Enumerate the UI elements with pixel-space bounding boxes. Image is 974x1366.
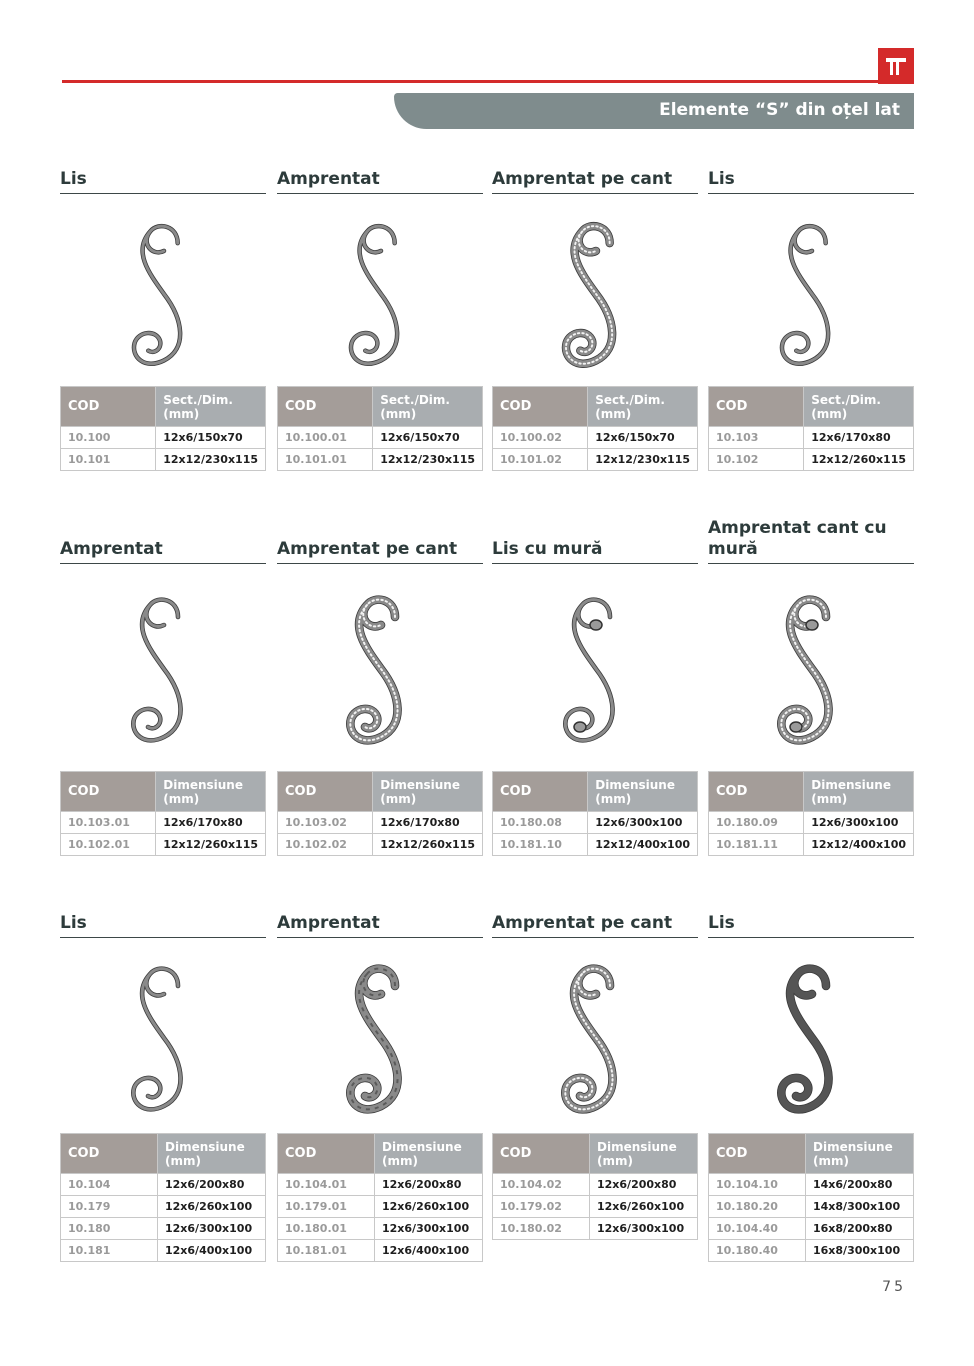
product-image — [492, 572, 698, 766]
product-dimension: 12x6/200x80 — [590, 1174, 698, 1196]
column-header-code: COD — [709, 387, 804, 427]
product-code: 10.180.09 — [709, 812, 804, 834]
column-header-code: COD — [493, 387, 588, 427]
column-header-dimension: Dimensiune (mm) — [156, 772, 266, 812]
table-row — [61, 1174, 266, 1196]
product-dimension: 12x6/150x70 — [373, 427, 483, 449]
product-dimension: 12x12/260x115 — [156, 834, 266, 856]
product-dimension: 12x6/300x100 — [804, 812, 914, 834]
column-header-dimension: Sect./Dim. (mm) — [373, 387, 483, 427]
section-header — [492, 906, 698, 938]
product-image — [60, 946, 266, 1130]
column-header-dimension: Dimensiune (mm) — [373, 772, 483, 812]
product-code: 10.101 — [61, 449, 156, 471]
section-title: Amprentat cant cu mură — [708, 518, 887, 559]
table-row — [709, 449, 914, 471]
product-dimension: 12x6/200x80 — [375, 1174, 483, 1196]
product-dimension: 12x6/400x100 — [375, 1240, 483, 1262]
table-row — [493, 834, 698, 856]
product-code-table — [60, 771, 266, 856]
s-scroll-icon — [492, 946, 698, 1126]
s-scroll-icon — [277, 946, 483, 1126]
product-dimension: 12x12/230x115 — [373, 449, 483, 471]
product-code-table — [60, 1133, 266, 1262]
product-code: 10.103.02 — [278, 812, 373, 834]
product-dimension: 12x12/400x100 — [804, 834, 914, 856]
s-scroll-icon — [708, 204, 914, 380]
product-dimension: 16x8/200x80 — [806, 1218, 914, 1240]
section-header — [60, 162, 266, 194]
product-dimension: 12x6/400x100 — [158, 1240, 266, 1262]
section-title: Amprentat pe cant — [492, 913, 673, 933]
product-image — [277, 572, 483, 766]
section-title: Lis — [708, 169, 735, 189]
column-header-code: COD — [61, 772, 156, 812]
product-dimension: 12x6/260x100 — [590, 1196, 698, 1218]
table-row — [61, 812, 266, 834]
product-dimension: 12x6/200x80 — [158, 1174, 266, 1196]
product-code-table — [60, 386, 266, 471]
product-code: 10.180.01 — [278, 1218, 375, 1240]
product-image — [277, 204, 483, 384]
brand-logo — [878, 48, 914, 84]
table-row — [493, 449, 698, 471]
table-row — [709, 812, 914, 834]
table-row — [493, 1218, 698, 1240]
product-code: 10.180.20 — [709, 1196, 806, 1218]
s-scroll-icon — [60, 946, 266, 1126]
table-row — [278, 812, 483, 834]
product-code: 10.101.01 — [278, 449, 373, 471]
s-scroll-icon — [708, 946, 914, 1126]
column-header-dimension: Dimensiune (mm) — [590, 1134, 698, 1174]
product-code-table — [708, 386, 914, 471]
column-header-code: COD — [709, 1134, 806, 1174]
product-code: 10.181 — [61, 1240, 158, 1262]
table-row — [61, 449, 266, 471]
s-scroll-icon — [708, 572, 914, 762]
product-dimension: 12x6/170x80 — [156, 812, 266, 834]
product-image — [708, 946, 914, 1130]
product-dimension: 12x12/400x100 — [588, 834, 698, 856]
product-dimension: 12x6/300x100 — [590, 1218, 698, 1240]
section-title: Lis cu mură — [492, 539, 603, 559]
product-code: 10.103.01 — [61, 812, 156, 834]
section-header — [492, 512, 698, 564]
product-code: 10.181.11 — [709, 834, 804, 856]
product-dimension: 12x12/230x115 — [588, 449, 698, 471]
table-row — [278, 834, 483, 856]
section-header — [492, 162, 698, 194]
product-dimension: 12x6/260x100 — [158, 1196, 266, 1218]
product-image — [60, 572, 266, 766]
product-image — [492, 946, 698, 1130]
s-scroll-icon — [492, 572, 698, 762]
product-code: 10.102 — [709, 449, 804, 471]
product-code-table — [492, 1133, 698, 1240]
product-image — [492, 204, 698, 384]
product-dimension: 12x6/170x80 — [373, 812, 483, 834]
section-title: Lis — [60, 913, 87, 933]
product-code: 10.104.02 — [493, 1174, 590, 1196]
product-dimension: 12x6/150x70 — [156, 427, 266, 449]
product-code: 10.180 — [61, 1218, 158, 1240]
section-title: Lis — [60, 169, 87, 189]
column-header-code: COD — [61, 1134, 158, 1174]
product-code: 10.104.10 — [709, 1174, 806, 1196]
section-header — [708, 906, 914, 938]
header-banner — [394, 93, 914, 129]
table-row — [493, 427, 698, 449]
table-row — [709, 1240, 914, 1262]
product-code-table — [708, 771, 914, 856]
product-code: 10.100.01 — [278, 427, 373, 449]
product-dimension: 12x12/260x115 — [373, 834, 483, 856]
table-row — [709, 427, 914, 449]
table-row — [493, 1174, 698, 1196]
product-code: 10.100 — [61, 427, 156, 449]
table-row — [709, 1174, 914, 1196]
table-row — [278, 427, 483, 449]
section-header — [708, 162, 914, 194]
product-code: 10.104 — [61, 1174, 158, 1196]
product-dimension: 16x8/300x100 — [806, 1240, 914, 1262]
section-header — [60, 512, 266, 564]
product-code: 10.179 — [61, 1196, 158, 1218]
table-row — [278, 1240, 483, 1262]
section-title: Amprentat — [60, 539, 163, 559]
s-scroll-icon — [492, 204, 698, 380]
product-code: 10.100.02 — [493, 427, 588, 449]
table-row — [278, 1174, 483, 1196]
product-image — [277, 946, 483, 1130]
product-image — [60, 204, 266, 384]
column-header-code: COD — [278, 772, 373, 812]
column-header-code: COD — [61, 387, 156, 427]
table-row — [61, 1240, 266, 1262]
product-dimension: 12x6/260x100 — [375, 1196, 483, 1218]
column-header-code: COD — [709, 772, 804, 812]
table-row — [709, 1196, 914, 1218]
section-title: Amprentat pe cant — [492, 169, 673, 189]
section-title: Amprentat — [277, 913, 380, 933]
product-dimension: 12x12/230x115 — [156, 449, 266, 471]
product-image — [708, 572, 914, 766]
column-header-dimension: Dimensiune (mm) — [158, 1134, 266, 1174]
section-title: Amprentat — [277, 169, 380, 189]
column-header-dimension: Dimensiune (mm) — [804, 772, 914, 812]
table-row — [493, 812, 698, 834]
column-header-dimension: Sect./Dim. (mm) — [156, 387, 266, 427]
product-dimension: 12x12/260x115 — [804, 449, 914, 471]
product-dimension: 12x6/170x80 — [804, 427, 914, 449]
column-header-code: COD — [278, 1134, 375, 1174]
section-header — [60, 906, 266, 938]
table-row — [61, 834, 266, 856]
product-code: 10.181.01 — [278, 1240, 375, 1262]
page-title: Elemente “S” din oțel lat — [659, 100, 900, 120]
section-title: Amprentat pe cant — [277, 539, 458, 559]
product-dimension: 14x8/300x100 — [806, 1196, 914, 1218]
column-header-dimension: Dimensiune (mm) — [806, 1134, 914, 1174]
product-code-table — [492, 771, 698, 856]
table-row — [278, 1218, 483, 1240]
column-header-code: COD — [278, 387, 373, 427]
product-code: 10.103 — [709, 427, 804, 449]
product-code: 10.104.01 — [278, 1174, 375, 1196]
product-code: 10.179.02 — [493, 1196, 590, 1218]
table-row — [278, 449, 483, 471]
s-scroll-icon — [60, 572, 266, 762]
product-dimension: 12x6/300x100 — [375, 1218, 483, 1240]
product-code: 10.101.02 — [493, 449, 588, 471]
product-code-table — [492, 386, 698, 471]
s-scroll-icon — [277, 572, 483, 762]
product-code: 10.102.01 — [61, 834, 156, 856]
table-row — [493, 1196, 698, 1218]
column-header-dimension: Dimensiune (mm) — [588, 772, 698, 812]
product-code: 10.102.02 — [278, 834, 373, 856]
table-row — [61, 427, 266, 449]
column-header-dimension: Sect./Dim. (mm) — [804, 387, 914, 427]
product-dimension: 12x6/300x100 — [588, 812, 698, 834]
product-dimension: 12x6/150x70 — [588, 427, 698, 449]
section-header — [277, 162, 483, 194]
product-code: 10.180.08 — [493, 812, 588, 834]
column-header-code: COD — [493, 1134, 590, 1174]
product-code-table — [277, 771, 483, 856]
product-dimension: 14x6/200x80 — [806, 1174, 914, 1196]
table-row — [709, 834, 914, 856]
product-image — [708, 204, 914, 384]
column-header-dimension: Sect./Dim. (mm) — [588, 387, 698, 427]
product-code: 10.180.40 — [709, 1240, 806, 1262]
product-code-table — [277, 386, 483, 471]
table-row — [61, 1218, 266, 1240]
table-row — [278, 1196, 483, 1218]
s-scroll-icon — [277, 204, 483, 380]
section-title: Lis — [708, 913, 735, 933]
section-header — [708, 512, 914, 564]
section-header — [277, 512, 483, 564]
column-header-code: COD — [493, 772, 588, 812]
product-dimension: 12x6/300x100 — [158, 1218, 266, 1240]
product-code: 10.180.02 — [493, 1218, 590, 1240]
column-header-dimension: Dimensiune (mm) — [375, 1134, 483, 1174]
table-row — [61, 1196, 266, 1218]
section-header — [277, 906, 483, 938]
table-row — [709, 1218, 914, 1240]
page-number: 75 — [882, 1279, 906, 1295]
top-red-rule — [62, 80, 882, 83]
product-code-table — [708, 1133, 914, 1262]
product-code-table — [277, 1133, 483, 1262]
product-code: 10.181.10 — [493, 834, 588, 856]
product-code: 10.104.40 — [709, 1218, 806, 1240]
product-code: 10.179.01 — [278, 1196, 375, 1218]
s-scroll-icon — [60, 204, 266, 380]
